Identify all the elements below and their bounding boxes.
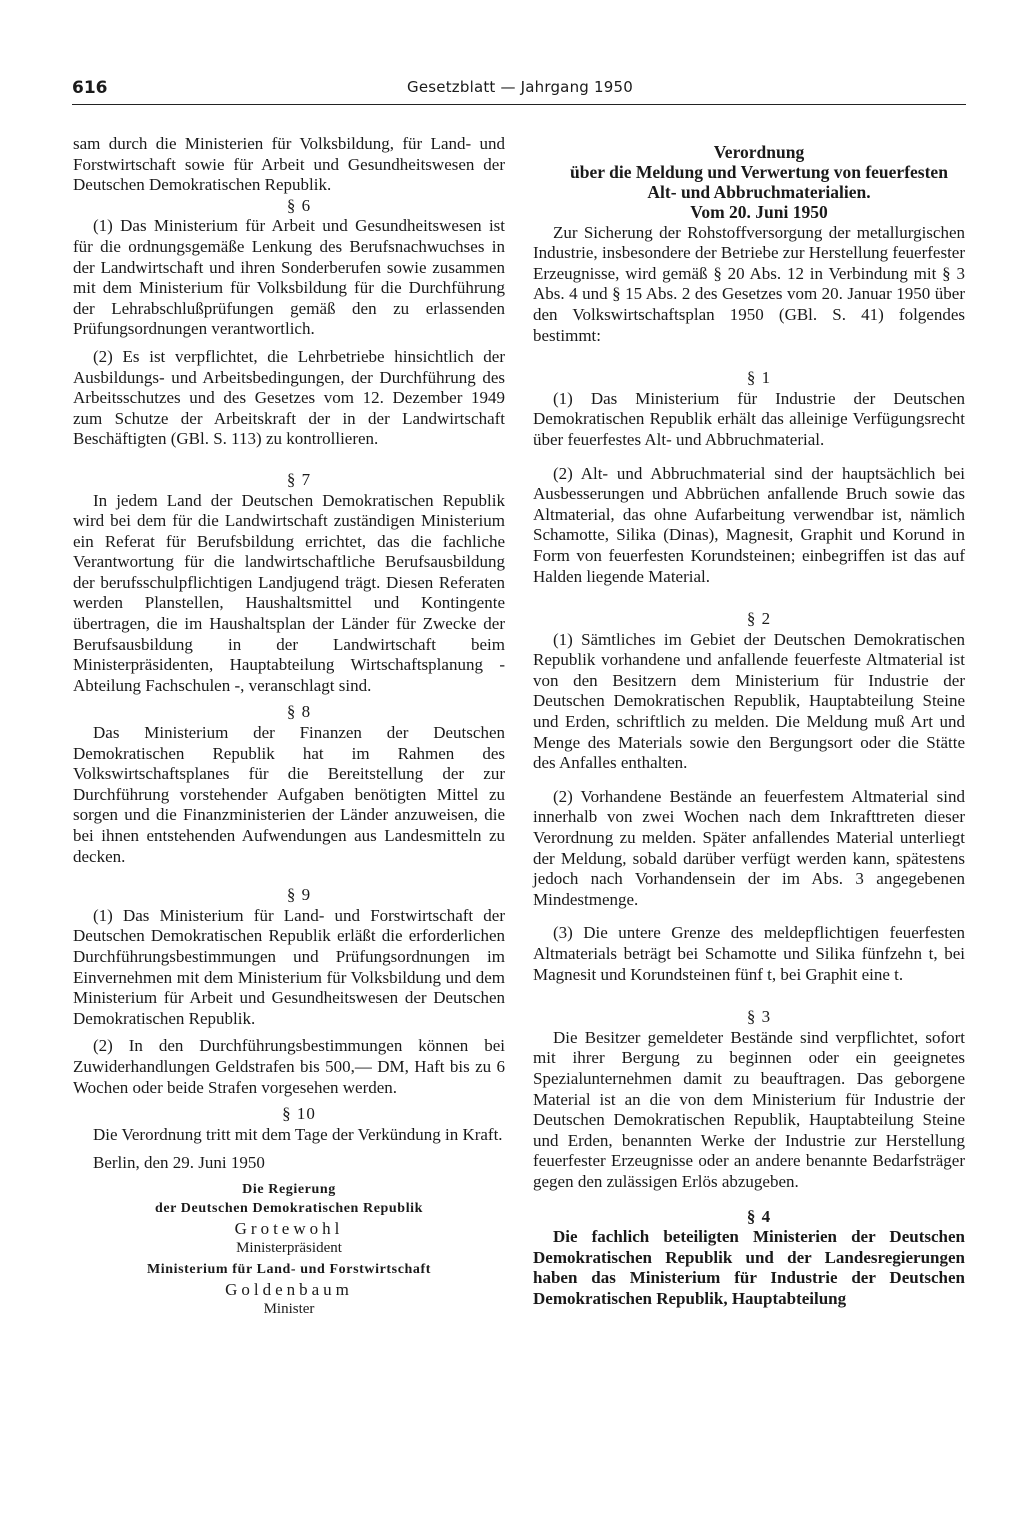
signatory-name-1: Grotewohl (234, 1218, 344, 1238)
page-number: 616 (72, 78, 108, 98)
decree-title-line-2: über die Meldung und Verwertung von feuerfesten (570, 162, 948, 182)
intro-paragraph: sam durch die Ministerien für Volksbildung, für Land- und Forstwirtschaft sowie für Arbeit und Gesundheitswesen der Deutschen Demokratischen Republik. (73, 134, 505, 195)
place-and-date: Berlin, den 29. Juni 1950 (93, 1153, 265, 1173)
section-heading-3: § 3 (746, 1007, 772, 1027)
ministry-line: Ministerium für Land- und Forstwirtschaft (146, 1261, 432, 1277)
section-2-paragraph-1: (1) Sämtliches im Gebiet der Deutschen Demokratischen Republik vorhandene und anfallende feuerfeste Altmaterial ist von den Besitzern dem Ministerium für Industrie der Deutschen Demokratischen Republik, Hauptabteilung Steine und Erden, schriftlich zu melden. Die Meldung muß Art und Menge des Materials sowie den Bergungsort oder die Stätte des Anfalles enthalten. (533, 629, 965, 773)
section-heading-6: § 6 (286, 195, 312, 215)
government-line-1: Die Regierung (242, 1181, 336, 1197)
section-1-paragraph-1: (1) Das Ministerium für Industrie der Deutschen Demokratischen Republik erhält das alleinige Verfügungsrecht über feuerfestes Alt- und Abbruchmaterial. (533, 388, 965, 449)
section-8-paragraph-1: Das Ministerium der Finanzen der Deutschen Demokratischen Republik hat im Rahmen des Volkswirtschaftsplanes für die Bereitstellung der zur Durchführung vorstehender Aufgaben benötigten Mittel zu sorgen und die Finanzministerien der Länder anzuweisen, die bei ihnen entstehenden Aufwendungen aus Landesmitteln zu decken. (73, 723, 505, 866)
section-2-paragraph-3: (3) Die untere Grenze des meldepflichtigen feuerfesten Altmaterials beträgt bei Schamotte und Silika fünfzehn t, bei Magnesit und Korundsteinen fünf t, bei Graphit eine t. (533, 923, 965, 984)
section-heading-7: § 7 (286, 469, 312, 489)
section-4-paragraph-1: Die fachlich beteiligten Ministerien der Deutschen Demokratischen Republik und der Landesregierungen haben das Ministerium für Industrie der Deutschen Demokratischen Republik, Hauptabteilung (533, 1227, 965, 1308)
section-2-paragraph-2: (2) Vorhandene Bestände an feuerfestem Altmaterial sind innerhalb von zwei Wochen nach dem Inkrafttreten dieser Verordnung zu melden. Später anfallendes Material unterliegt der Meldung, sobald darüber verfügt werden kann, spätestens jedoch nach Vorhandensein der im Abs. 3 angegebenen Mindestmenge. (533, 786, 965, 909)
section-heading-2: § 2 (746, 609, 772, 629)
section-9-paragraph-1: (1) Das Ministerium für Land- und Forstwirtschaft der Deutschen Demokratischen Republik erläßt die erforderlichen Durchführungsbestimmungen und Prüfungsordnungen im Einvernehmen mit dem Ministerium für Volksbildung und dem Ministerium für Arbeit und Gesundheitswesen der Deutschen Demokratischen Republik. (73, 905, 505, 1028)
right-column (533, 134, 965, 1310)
decree-title-line-1: Verordnung (713, 142, 805, 162)
section-6-paragraph-1: (1) Das Ministerium für Arbeit und Gesundheitswesen ist für die ordnungsgemäße Lenkung des Berufsnachwuchses in der Landwirtschaft und ihren Sonderberufen sowie zusammen mit dem Ministerium für Volksbildung für die Durchführung der Lehrabschlußprüfungen gemäß den zu erlassenden Prüfungsordnungen verantwortlich. (73, 216, 505, 339)
signatory-name-2: Goldenbaum (225, 1279, 353, 1299)
section-heading-10: § 10 (282, 1104, 316, 1124)
page-header (72, 78, 966, 105)
running-title: Gesetzblatt — Jahrgang 1950 (407, 78, 633, 96)
section-1-paragraph-2: (2) Alt- und Abbruchmaterial sind der hauptsächlich bei Ausbesserungen und Abbrüchen anfallende Bruch sowie das Altmaterial, das ohne Aufarbeitung verwendbar ist, nämlich Schamotte, Silika (Dinas), Magnesit, Graphit und Korund in Form von feuerfesten Korundsteinen; einbegriffen ist das auf Halden liegende Material. (533, 463, 965, 586)
section-heading-4: § 4 (746, 1206, 772, 1226)
decree-title-line-3: Alt- und Abbruchmaterialien. (647, 182, 871, 202)
section-10-paragraph-1: Die Verordnung tritt mit dem Tage der Verkündung in Kraft. (93, 1124, 503, 1144)
decree-date: Vom 20. Juni 1950 (690, 202, 828, 222)
preamble-paragraph: Zur Sicherung der Rohstoffversorgung der metallurgischen Industrie, insbesondere der Betriebe zur Herstellung feuerfester Erzeugnisse, wird gemäß § 20 Abs. 12 in Verbindung mit § 3 Abs. 4 und § 15 Abs. 2 des Gesetzes vom 20. Januar 1950 über den Volkswirtschaftsplan 1950 (GBl. S. 41) folgendes bestimmt: (533, 222, 965, 345)
section-6-paragraph-2: (2) Es ist verpflichtet, die Lehrbetriebe hinsichtlich der Ausbildungs- und Arbeitsbedingungen, der Durchführung des Arbeitsschutzes und des Gesetzes vom 12. Dezember 1949 zum Schutze der Arbeitskraft der in der Landwirtschaft Beschäftigten (GBl. S. 113) zu kontrollieren. (73, 346, 505, 449)
section-heading-1: § 1 (746, 368, 772, 388)
section-heading-8: § 8 (286, 702, 312, 722)
section-heading-9: § 9 (286, 885, 312, 905)
signatory-role-2: Minister (263, 1300, 315, 1317)
signature-block (73, 1180, 505, 1319)
section-3-paragraph-1: Die Besitzer gemeldeter Bestände sind verpflichtet, sofort mit ihrer Bergung zu beginnen oder ein geeignetes Spezialunternehmen damit zu beauftragen. Das geborgene Material ist an die von dem Ministerium für Industrie der Deutschen Demokratischen Republik, Hauptabteilung Steine und Erden, benannten Werke der Industrie zur Herstellung feuerfester Erzeugnisse oder an andere benannte Bedarfsträger gegen den zulässigen Erlös abzugeben. (533, 1027, 965, 1191)
signatory-role-1: Ministerpräsident (236, 1239, 342, 1256)
section-9-paragraph-2: (2) In den Durchführungsbestimmungen können bei Zuwiderhandlungen Geldstrafen bis 500,— DM, Haft bis zu 6 Wochen oder beide Strafen vorgesehen werden. (73, 1036, 505, 1097)
section-7-paragraph-1: In jedem Land der Deutschen Demokratischen Republik wird bei dem für die Landwirtschaft zuständigen Ministerium ein Referat für Berufsbildung errichtet, das die fachliche Verantwortung für die landwirtschaftliche Berufsausbildung der berufsschulpflichtigen Landjugend trägt. Diesen Referaten werden Planstellen, Haushaltsmittel und Kontingente übertragen, die im Haushaltsplan der Länder für Zwecke der Berufsausbildung in der Landwirtschaft beim Ministerpräsidenten, Hauptabteilung Wirtschaftsplanung - Abteilung Fachschulen -, veranschlagt sind. (73, 490, 505, 695)
government-line-2: der Deutschen Demokratischen Republik (154, 1200, 424, 1216)
left-column (73, 134, 505, 1319)
